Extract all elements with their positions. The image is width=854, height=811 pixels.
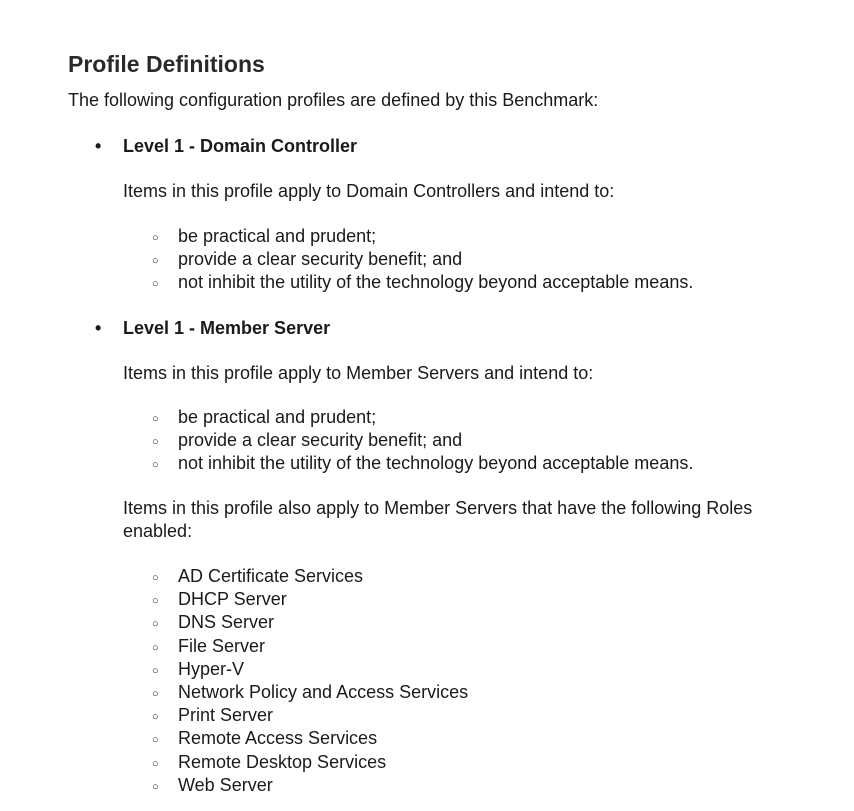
list-item-text: be practical and prudent; (178, 226, 377, 246)
list-item (152, 658, 468, 681)
list-item-text: Network Policy and Access Services (178, 681, 469, 702)
list-item (152, 565, 468, 588)
list-item-text: provide a clear security benefit; and (178, 430, 463, 451)
list-item (152, 271, 693, 294)
list-item (152, 611, 468, 634)
list-item (152, 727, 468, 750)
intro-paragraph: The following configuration profiles are defined by this Benchmark: (68, 90, 599, 110)
profile-title-label: Level 1 - Domain Controller (123, 136, 358, 156)
list-item-text: File Server (178, 635, 266, 656)
circle-bullet-icon: ○ (152, 278, 159, 291)
list-item (152, 704, 468, 727)
profile-description: Items in this profile apply to Member Servers and intend to: (123, 363, 594, 383)
circle-bullet-icon: ○ (152, 734, 159, 747)
circle-bullet-icon: ○ (152, 255, 159, 268)
profile-criteria-list (152, 406, 693, 476)
circle-bullet-icon: ○ (152, 436, 159, 449)
profile-criteria-list (152, 225, 693, 295)
list-item (152, 751, 468, 774)
list-item (152, 774, 468, 797)
list-item (152, 452, 693, 475)
bullet-icon: • (95, 136, 102, 156)
profile-title-member-server (95, 317, 330, 339)
circle-bullet-icon: ○ (152, 664, 159, 677)
list-item-text: Remote Desktop Services (178, 751, 387, 772)
list-item-text: Hyper-V (178, 658, 245, 679)
roles-list (152, 565, 468, 797)
roles-description: Items in this profile also apply to Member Servers that have the following Roles enabled: (123, 498, 753, 541)
list-item-text: Web Server (178, 774, 273, 795)
circle-bullet-icon: ○ (152, 459, 159, 472)
circle-bullet-icon: ○ (152, 757, 159, 770)
list-item (152, 635, 468, 658)
list-item-text: Remote Access Services (178, 728, 378, 749)
circle-bullet-icon: ○ (152, 641, 159, 654)
circle-bullet-icon: ○ (152, 618, 159, 631)
list-item-text: AD Certificate Services (178, 566, 364, 586)
profile-title-label: Level 1 - Member Server (123, 318, 331, 338)
list-item (152, 429, 693, 452)
list-item (152, 588, 468, 611)
list-item-text: DHCP Server (178, 589, 287, 610)
profile-description: Items in this profile apply to Domain Controllers and intend to: (123, 181, 615, 201)
list-item-text: Print Server (178, 705, 274, 726)
bullet-icon: • (95, 318, 102, 338)
list-item-text: not inhibit the utility of the technology beyond acceptable means. (178, 453, 694, 474)
list-item (152, 406, 693, 429)
list-item (152, 681, 468, 704)
circle-bullet-icon: ○ (152, 780, 159, 793)
list-item-text: not inhibit the utility of the technology beyond acceptable means. (178, 272, 694, 293)
circle-bullet-icon: ○ (152, 232, 159, 244)
section-heading: Profile Definitions (68, 51, 265, 77)
list-item (152, 225, 693, 248)
list-item (152, 248, 693, 271)
circle-bullet-icon: ○ (152, 687, 159, 700)
list-item-text: provide a clear security benefit; and (178, 249, 463, 270)
circle-bullet-icon: ○ (152, 572, 159, 584)
circle-bullet-icon: ○ (152, 711, 159, 724)
circle-bullet-icon: ○ (152, 413, 159, 425)
circle-bullet-icon: ○ (152, 595, 159, 608)
list-item-text: DNS Server (178, 612, 275, 633)
list-item-text: be practical and prudent; (178, 407, 377, 427)
profile-title-domain-controller (95, 135, 357, 157)
